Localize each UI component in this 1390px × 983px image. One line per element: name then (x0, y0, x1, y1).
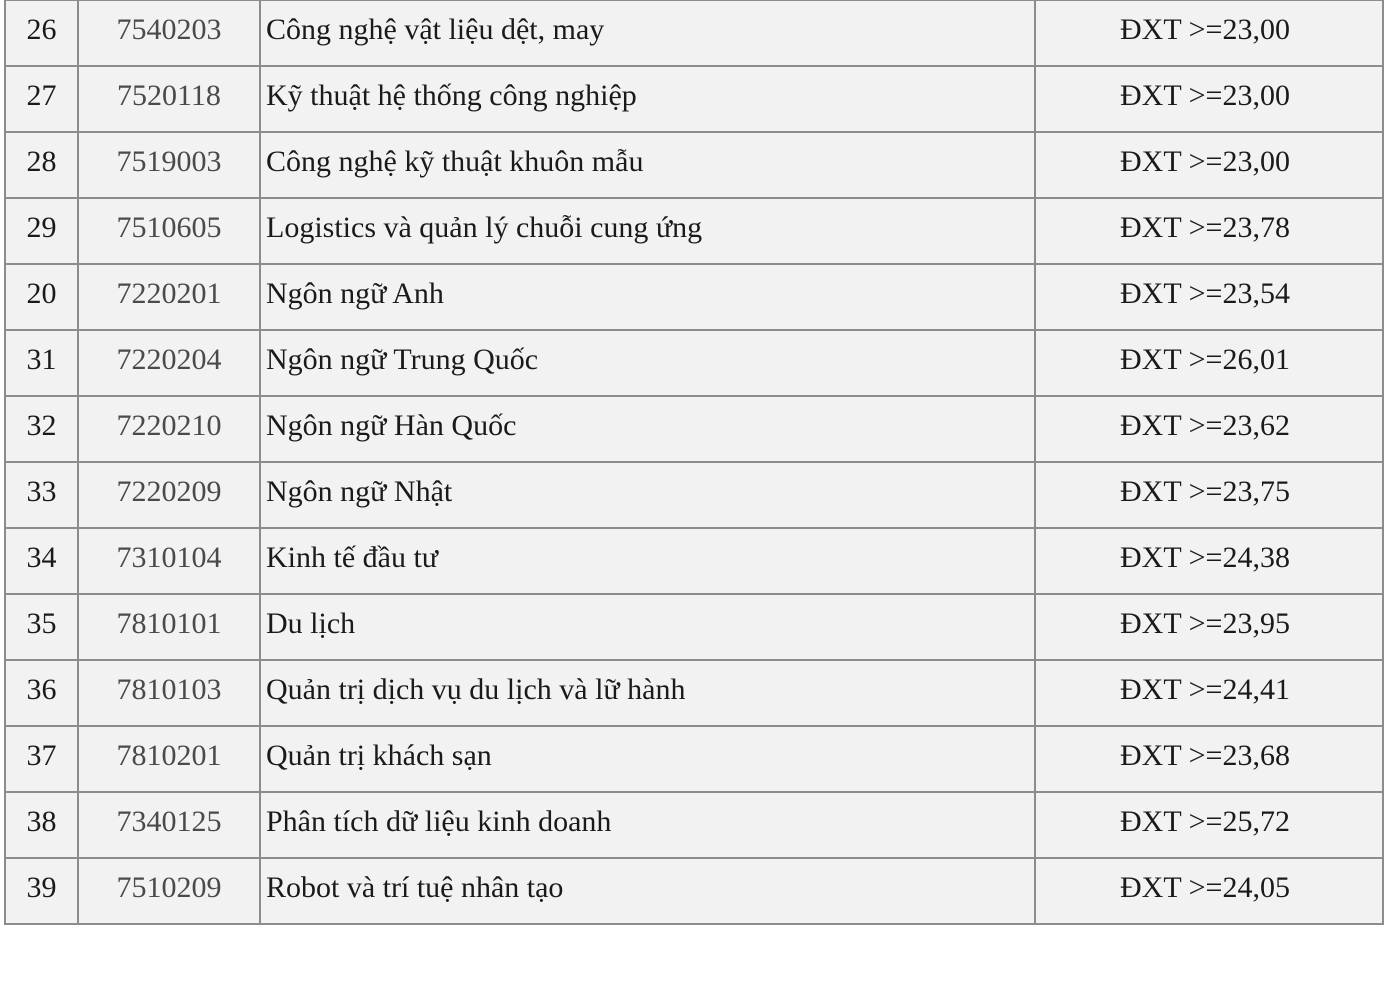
row-number-cell (5, 132, 78, 198)
major-name-cell (260, 198, 1035, 264)
major-code-cell-text: 7810103 (116, 673, 222, 706)
major-code-cell-text: 7540203 (116, 13, 222, 46)
score-requirement-cell-text: ĐXT >=23,00 (1120, 79, 1290, 112)
major-code-cell (78, 0, 260, 66)
row-number-cell (5, 726, 78, 792)
major-code-cell (78, 330, 260, 396)
major-name-cell-text: Logistics và quản lý chuỗi cung ứng (266, 211, 703, 244)
score-requirement-cell (1035, 660, 1383, 726)
table-row (5, 528, 1383, 594)
table-row (5, 0, 1383, 66)
major-code-cell (78, 792, 260, 858)
row-number-cell-text: 27 (26, 79, 57, 112)
score-requirement-cell-text: ĐXT >=23,62 (1120, 409, 1290, 442)
score-requirement-cell-text: ĐXT >=25,72 (1120, 805, 1290, 838)
row-number-cell (5, 66, 78, 132)
major-code-cell (78, 660, 260, 726)
major-code-cell (78, 66, 260, 132)
major-code-cell (78, 726, 260, 792)
score-requirement-cell-text: ĐXT >=23,54 (1120, 277, 1290, 310)
row-number-cell-text: 34 (26, 541, 57, 574)
major-name-cell-text: Ngôn ngữ Trung Quốc (266, 343, 539, 376)
major-name-cell (260, 132, 1035, 198)
major-name-cell-text: Quản trị khách sạn (266, 739, 492, 772)
score-requirement-cell-text: ĐXT >=23,95 (1120, 607, 1290, 640)
major-name-cell-text: Kinh tế đầu tư (266, 541, 439, 574)
admission-score-table (4, 0, 1384, 925)
row-number-cell (5, 0, 78, 66)
admission-score-table-container (4, 0, 1382, 925)
score-requirement-cell (1035, 858, 1383, 924)
score-requirement-cell-text: ĐXT >=23,00 (1120, 145, 1290, 178)
major-code-cell (78, 396, 260, 462)
major-code-cell (78, 462, 260, 528)
major-code-cell (78, 528, 260, 594)
row-number-cell (5, 396, 78, 462)
major-name-cell-text: Robot và trí tuệ nhân tạo (266, 871, 564, 904)
score-requirement-cell (1035, 330, 1383, 396)
major-name-cell-text: Ngôn ngữ Hàn Quốc (266, 409, 517, 442)
table-row (5, 726, 1383, 792)
major-code-cell-text: 7810201 (116, 739, 222, 772)
major-name-cell-text: Ngôn ngữ Nhật (266, 475, 453, 508)
table-row (5, 660, 1383, 726)
major-code-cell-text: 7310104 (116, 541, 222, 574)
major-name-cell-text: Công nghệ kỹ thuật khuôn mẫu (266, 145, 644, 178)
table-row (5, 462, 1383, 528)
major-name-cell (260, 264, 1035, 330)
row-number-cell-text: 37 (26, 739, 57, 772)
major-code-cell (78, 858, 260, 924)
major-name-cell (260, 792, 1035, 858)
row-number-cell (5, 594, 78, 660)
score-requirement-cell-text: ĐXT >=26,01 (1120, 343, 1290, 376)
row-number-cell-text: 38 (26, 805, 57, 838)
score-requirement-cell (1035, 462, 1383, 528)
row-number-cell (5, 198, 78, 264)
score-requirement-cell-text: ĐXT >=24,41 (1120, 673, 1290, 706)
score-requirement-cell (1035, 792, 1383, 858)
row-number-cell-text: 35 (26, 607, 57, 640)
major-name-cell (260, 330, 1035, 396)
major-code-cell-text: 7220204 (116, 343, 222, 376)
row-number-cell (5, 792, 78, 858)
score-requirement-cell (1035, 198, 1383, 264)
score-requirement-cell (1035, 132, 1383, 198)
major-code-cell (78, 264, 260, 330)
row-number-cell (5, 462, 78, 528)
major-name-cell-text: Ngôn ngữ Anh (266, 277, 444, 310)
row-number-cell (5, 528, 78, 594)
table-row (5, 396, 1383, 462)
major-name-cell (260, 66, 1035, 132)
score-requirement-cell (1035, 594, 1383, 660)
major-code-cell-text: 7220201 (116, 277, 222, 310)
major-code-cell-text: 7220210 (116, 409, 222, 442)
major-name-cell (260, 594, 1035, 660)
table-row (5, 330, 1383, 396)
major-code-cell (78, 132, 260, 198)
table-row (5, 66, 1383, 132)
major-code-cell-text: 7510605 (116, 211, 222, 244)
table-row (5, 264, 1383, 330)
row-number-cell-text: 20 (26, 277, 57, 310)
score-requirement-cell (1035, 0, 1383, 66)
row-number-cell (5, 264, 78, 330)
row-number-cell-text: 39 (26, 871, 57, 904)
table-row (5, 198, 1383, 264)
score-requirement-cell (1035, 528, 1383, 594)
major-name-cell-text: Phân tích dữ liệu kinh doanh (266, 805, 612, 838)
major-name-cell (260, 462, 1035, 528)
score-requirement-cell (1035, 66, 1383, 132)
major-name-cell-text: Kỹ thuật hệ thống công nghiệp (266, 79, 637, 112)
major-code-cell-text: 7810101 (116, 607, 222, 640)
row-number-cell-text: 32 (26, 409, 57, 442)
row-number-cell-text: 31 (26, 343, 57, 376)
row-number-cell-text: 29 (26, 211, 57, 244)
row-number-cell (5, 858, 78, 924)
major-name-cell (260, 396, 1035, 462)
major-name-cell-text: Du lịch (266, 607, 356, 640)
table-row (5, 792, 1383, 858)
table-row (5, 858, 1383, 924)
row-number-cell-text: 26 (26, 13, 57, 46)
score-requirement-cell-text: ĐXT >=23,75 (1120, 475, 1290, 508)
major-name-cell (260, 0, 1035, 66)
major-code-cell (78, 594, 260, 660)
row-number-cell (5, 330, 78, 396)
major-code-cell-text: 7340125 (116, 805, 222, 838)
score-requirement-cell-text: ĐXT >=23,68 (1120, 739, 1290, 772)
score-requirement-cell-text: ĐXT >=24,05 (1120, 871, 1290, 904)
major-code-cell-text: 7520118 (117, 79, 221, 112)
score-requirement-cell (1035, 264, 1383, 330)
major-name-cell (260, 858, 1035, 924)
row-number-cell-text: 33 (26, 475, 57, 508)
major-code-cell-text: 7220209 (116, 475, 222, 508)
score-requirement-cell-text: ĐXT >=23,78 (1120, 211, 1290, 244)
row-number-cell-text: 36 (26, 673, 57, 706)
table-row (5, 594, 1383, 660)
major-code-cell (78, 198, 260, 264)
row-number-cell-text: 28 (26, 145, 57, 178)
major-name-cell (260, 726, 1035, 792)
score-requirement-cell (1035, 396, 1383, 462)
major-code-cell-text: 7510209 (116, 871, 222, 904)
score-requirement-cell-text: ĐXT >=23,00 (1120, 13, 1290, 46)
major-name-cell-text: Quản trị dịch vụ du lịch và lữ hành (266, 673, 686, 706)
row-number-cell (5, 660, 78, 726)
major-name-cell (260, 660, 1035, 726)
score-requirement-cell-text: ĐXT >=24,38 (1120, 541, 1290, 574)
table-row (5, 132, 1383, 198)
major-code-cell-text: 7519003 (116, 145, 222, 178)
major-name-cell-text: Công nghệ vật liệu dệt, may (266, 13, 605, 46)
major-name-cell (260, 528, 1035, 594)
table-body (5, 0, 1383, 924)
score-requirement-cell (1035, 726, 1383, 792)
